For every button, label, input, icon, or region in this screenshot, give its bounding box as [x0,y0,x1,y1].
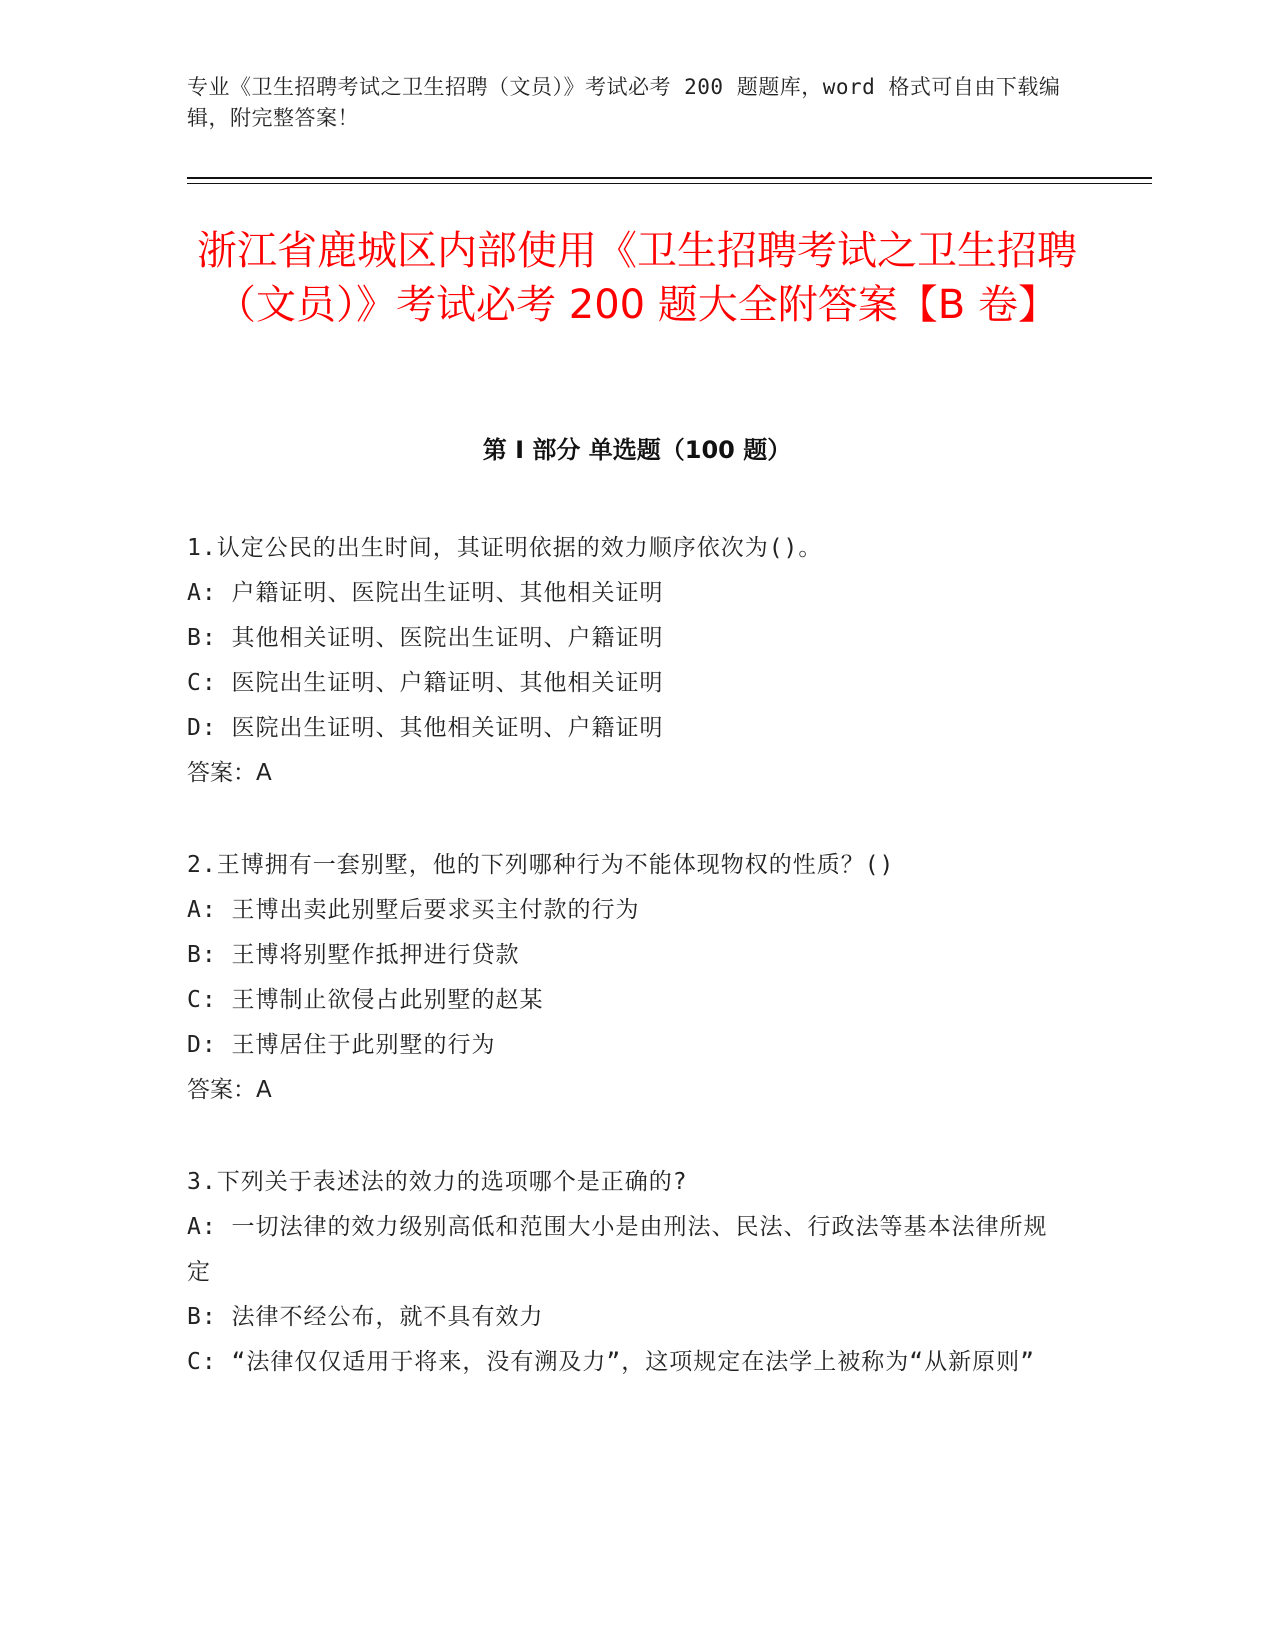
question-option: C: “法律仅仅适用于将来，没有溯及力”，这项规定在法学上被称为“从新原则” [187,1349,1035,1375]
question-option: D: 医院出生证明、其他相关证明、户籍证明 [187,715,664,741]
question-option: A: 一切法律的效力级别高低和范围大小是由刑法、民法、行政法等基本法律所规定 [187,1214,1048,1285]
question-item [187,1160,1067,1385]
question-option: C: 医院出生证明、户籍证明、其他相关证明 [187,670,664,696]
question-option: A: 王博出卖此别墅后要求买主付款的行为 [187,897,640,923]
question-answer: 答案：A [187,1077,272,1103]
header-rule-thick [187,177,1152,179]
question-option: A: 户籍证明、医院出生证明、其他相关证明 [187,580,664,606]
question-option: D: 王博居住于此别墅的行为 [187,1032,496,1058]
question-answer: 答案：A [187,760,272,786]
question-stem: 2.王博拥有一套别墅，他的下列哪种行为不能体现物权的性质？() [187,852,895,878]
document-title: 浙江省鹿城区内部使用《卫生招聘考试之卫生招聘（文员）》考试必考 200 题大全附答案【B 卷】 [197,228,1077,328]
question-stem: 3.下列关于表述法的效力的选项哪个是正确的? [187,1169,688,1195]
question-item [187,526,1067,796]
header-rule-thin [187,183,1152,184]
header-note: 专业《卫生招聘考试之卫生招聘（文员）》考试必考 200 题题库，word 格式可自由下载编辑，附完整答案！ [187,75,1061,130]
question-option: B: 法律不经公布，就不具有效力 [187,1304,544,1330]
question-option: B: 王博将别墅作抵押进行贷款 [187,942,520,968]
question-option: B: 其他相关证明、医院出生证明、户籍证明 [187,625,664,651]
question-item [187,843,1067,1113]
section-heading: 第 I 部分 单选题（100 题） [482,436,792,464]
question-stem: 1.认定公民的出生时间，其证明依据的效力顺序依次为()。 [187,535,823,561]
question-option: C: 王博制止欲侵占此别墅的赵某 [187,987,544,1013]
question-list [187,526,1067,1432]
